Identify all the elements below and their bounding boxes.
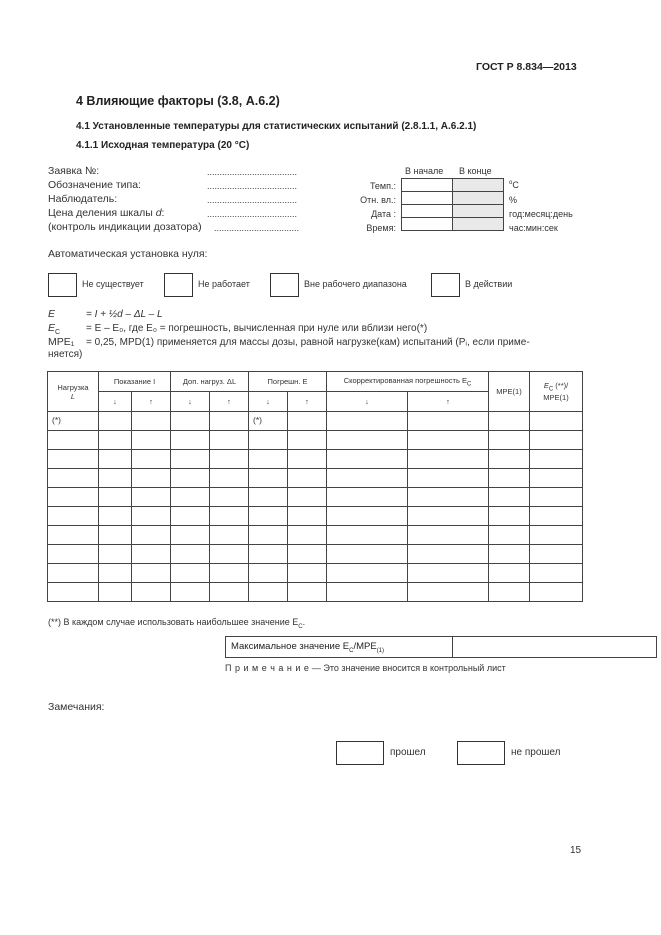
table-cell[interactable] [249,450,288,469]
note-prefix: П р и м е ч а н и е [225,663,310,673]
table-cell[interactable] [408,469,489,488]
table-cell[interactable] [249,488,288,507]
table-cell[interactable] [327,583,408,602]
table-cell[interactable] [99,545,132,564]
table-cell[interactable] [171,431,210,450]
table-cell[interactable] [489,469,530,488]
table-cell[interactable] [171,412,210,431]
formula-ec-sub: C [55,329,61,337]
application-label: Заявка №: [48,165,100,177]
table-cell[interactable] [489,583,530,602]
table-row [48,507,583,526]
table-cell[interactable] [249,526,288,545]
remarks-label: Замечания: [48,701,105,713]
header-ratio [530,372,583,412]
table-cell[interactable] [99,412,132,431]
table-cell[interactable] [48,526,99,545]
table-row [48,526,583,545]
table-row [48,545,583,564]
table-cell[interactable] [210,412,249,431]
table-cell[interactable] [132,488,171,507]
table-cell[interactable] [288,412,327,431]
table-row [48,469,583,488]
table-cell[interactable] [48,583,99,602]
header-load-text: Нагрузка [57,382,89,392]
table-cell[interactable] [408,488,489,507]
arrow-up: ↑ [408,392,489,412]
arrow-up: ↑ [288,392,327,412]
table-cell[interactable] [99,526,132,545]
table-cell[interactable] [489,450,530,469]
table-cell[interactable] [210,431,249,450]
cond-cell[interactable] [453,205,504,218]
table-cell[interactable] [288,488,327,507]
first-row-error-mark: (*) [249,412,288,431]
table-cell[interactable] [327,412,408,431]
application-fill[interactable]: .................................... [207,167,298,177]
table-cell[interactable] [171,526,210,545]
note-text: — Это значение вносится в контрольный лист [309,663,506,673]
table-cell[interactable] [210,488,249,507]
header-ratio-sub: C [548,386,554,393]
table-cell[interactable] [530,469,583,488]
subsection-title: 4.1 Установленные температуры для статистических испытаний (2.8.1.1, А.6.2.1) [76,121,477,132]
table-cell[interactable] [249,431,288,450]
option-label: Не существует [82,279,144,289]
option-label: В действии [465,279,513,289]
page-number: 15 [570,845,582,856]
table-cell[interactable] [210,507,249,526]
table-cell[interactable] [327,488,408,507]
table-cell[interactable] [288,450,327,469]
cond-unit: год:месяц:день [509,209,573,219]
table-cell[interactable] [210,469,249,488]
option-out-of-range-checkbox[interactable] [270,273,299,297]
table-cell[interactable] [249,564,288,583]
section-title: 4 Влияющие факторы (3.8, А.6.2) [76,94,280,108]
table-cell[interactable] [530,526,583,545]
table-cell[interactable] [48,545,99,564]
table-cell[interactable] [171,450,210,469]
table-cell[interactable] [99,488,132,507]
table-row [48,431,583,450]
indication-control-label: (контроль индикации дозатора) [48,221,202,233]
header-corrected-sub: C [466,381,472,388]
cond-cell[interactable] [402,192,453,205]
header-load [48,372,99,412]
scale-division-fill[interactable]: .................................... [207,209,298,219]
table-cell[interactable] [489,526,530,545]
passed-checkbox[interactable] [336,741,384,765]
header-ratio-mpe: MPE(1) [543,392,569,402]
table-cell[interactable] [288,583,327,602]
table-cell[interactable] [408,545,489,564]
table-cell[interactable] [327,431,408,450]
formula-mpe-definition: = 0,25, MPD(1) применяется для массы дозы, равной нагрузке(кам) испытаний (Pᵢ, если приме- [86,337,530,348]
cond-cell[interactable] [402,179,453,192]
table-cell[interactable] [530,564,583,583]
table-cell[interactable] [489,564,530,583]
table-cell[interactable] [99,564,132,583]
table-cell[interactable] [408,507,489,526]
table-cell[interactable] [327,507,408,526]
table-cell[interactable] [171,583,210,602]
table-cell[interactable] [408,450,489,469]
table-cell[interactable] [408,412,489,431]
zero-setting-title: Автоматическая установка нуля: [48,248,208,260]
table-cell[interactable] [99,431,132,450]
header-corrected-text: Скорректированная погрешность E [343,375,467,385]
table-cell[interactable] [249,469,288,488]
table-cell[interactable] [99,507,132,526]
table-row [48,412,583,431]
arrow-up: ↑ [210,392,249,412]
table-cell[interactable] [530,450,583,469]
table-cell[interactable] [408,583,489,602]
header-indication: Показание I [99,372,171,392]
max-value-sub2: (1) [376,647,385,654]
scale-division-label: Цена деления шкалы d: [48,207,165,219]
table-cell[interactable] [489,412,530,431]
table-cell[interactable] [171,488,210,507]
table-cell[interactable] [327,545,408,564]
header-ratio-rest: (**)/ [553,381,569,391]
table-cell[interactable] [210,564,249,583]
header-add-load: Доп. нагруз. ΔL [171,372,249,392]
cond-cell[interactable] [402,205,453,218]
table-cell[interactable] [48,450,99,469]
header-error: Погрешн. E [249,372,327,392]
table-cell[interactable] [171,564,210,583]
table-row [48,583,583,602]
table-row [48,564,583,583]
table-cell[interactable] [210,526,249,545]
formula-ec-letter: E [48,322,56,334]
cond-cell[interactable] [453,192,504,205]
arrow-down: ↓ [99,392,132,412]
first-row-mark: (*) [48,412,99,431]
cond-unit: час:мин:сек [509,223,558,233]
table-cell[interactable] [288,526,327,545]
cond-cell[interactable] [453,218,504,231]
table-cell[interactable] [132,545,171,564]
observer-label: Наблюдатель: [48,193,118,205]
table-cell[interactable] [171,469,210,488]
arrow-up: ↑ [132,392,171,412]
table-cell[interactable] [288,564,327,583]
cond-unit: % [509,195,518,205]
indication-control-fill[interactable]: .................................. [214,223,300,233]
max-value-table [225,636,657,658]
table-cell[interactable] [132,431,171,450]
table-cell[interactable] [132,507,171,526]
table-cell[interactable] [132,564,171,583]
table-cell[interactable] [327,564,408,583]
col-start-header: В начале [405,166,444,176]
table-cell[interactable] [489,507,530,526]
subsubsection-title: 4.1.1 Исходная температура (20 °C) [76,140,250,151]
footnote-text: (**) В каждом случае использовать наибольшее значение E [48,617,299,627]
table-cell[interactable] [171,545,210,564]
table-cell[interactable] [489,431,530,450]
table-cell[interactable] [99,469,132,488]
header-corrected [327,372,489,392]
table-cell[interactable] [288,507,327,526]
table-cell[interactable] [249,583,288,602]
arrow-down: ↓ [327,392,408,412]
formula-mpe-continuation: няется) [48,349,83,360]
table-cell[interactable] [530,507,583,526]
table-cell[interactable] [210,450,249,469]
table-cell[interactable] [48,469,99,488]
table-cell[interactable] [210,583,249,602]
max-value-text: Максимальное значение E [231,640,350,652]
option-not-working-checkbox[interactable] [164,273,193,297]
table-row [48,450,583,469]
table-cell[interactable] [327,450,408,469]
table-cell[interactable] [99,450,132,469]
table-cell[interactable] [99,583,132,602]
table-cell[interactable] [132,583,171,602]
footnote [48,617,305,630]
footnote-sub: C [298,623,303,630]
cond-label: Отн. вл.: [360,195,396,205]
table-cell[interactable] [132,526,171,545]
table-cell[interactable] [408,564,489,583]
cond-label: Темп.: [369,181,396,191]
table-cell[interactable] [408,526,489,545]
formula-mpe-symbol: MPE₁ [48,336,75,348]
option-label: Не работает [198,279,250,289]
table-cell[interactable] [288,469,327,488]
error-table [47,371,583,602]
col-end-header: В конце [459,166,492,176]
header-mpe: MPE(1) [489,372,530,412]
table-cell[interactable] [288,431,327,450]
table-cell[interactable] [132,450,171,469]
cond-unit: $^o$C [509,180,519,190]
option-label: Вне рабочего диапазона [304,279,407,289]
formula-ec-definition: = E – E₀, где E₀ = погрешность, вычисленная при нуле или вблизи него(*) [86,323,428,334]
table-cell[interactable] [48,431,99,450]
option-active-checkbox[interactable] [431,273,460,297]
formula-e-definition: = I + ½d – ΔL – L [86,309,163,320]
standard-header: ГОСТ Р 8.834—2013 [476,61,577,73]
table-cell[interactable] [530,431,583,450]
table-cell[interactable] [489,488,530,507]
cond-label: Дата : [371,209,396,219]
observer-fill[interactable]: .................................... [207,195,298,205]
table-cell[interactable] [327,526,408,545]
table-cell[interactable] [210,545,249,564]
table-cell[interactable] [48,507,99,526]
arrow-down: ↓ [249,392,288,412]
table-cell[interactable] [408,431,489,450]
table-cell[interactable] [249,545,288,564]
formula-ec-symbol [48,322,60,336]
table-cell[interactable] [327,469,408,488]
type-designation-label: Обозначение типа: [48,179,141,191]
failed-checkbox[interactable] [457,741,505,765]
cond-cell[interactable] [402,218,453,231]
note [225,663,506,673]
option-not-exist-checkbox[interactable] [48,273,77,297]
header-load-symbol: L [70,391,76,401]
table-cell[interactable] [171,507,210,526]
table-cell[interactable] [530,488,583,507]
max-value-label [226,637,453,658]
max-value-rest: /MPE [353,640,377,652]
passed-label: прошел [390,747,426,758]
table-cell[interactable] [489,545,530,564]
max-value-sub: C [349,647,354,654]
table-cell[interactable] [132,412,171,431]
table-row [48,488,583,507]
arrow-down: ↓ [171,392,210,412]
table-cell[interactable] [249,507,288,526]
table-cell[interactable] [530,545,583,564]
header-ratio-letter: E [543,381,549,391]
table-cell[interactable] [530,412,583,431]
max-value-field[interactable] [453,637,657,658]
footnote-end: . [302,617,306,627]
table-cell[interactable] [132,469,171,488]
cond-label: Время: [366,223,396,233]
failed-label: не прошел [511,747,561,758]
table-cell[interactable] [48,488,99,507]
cond-cell[interactable] [453,179,504,192]
type-designation-fill[interactable]: .................................... [207,181,298,191]
table-cell[interactable] [530,583,583,602]
table-cell[interactable] [48,564,99,583]
formula-e-symbol: E [48,308,56,320]
conditions-grid [401,178,504,231]
table-cell[interactable] [288,545,327,564]
